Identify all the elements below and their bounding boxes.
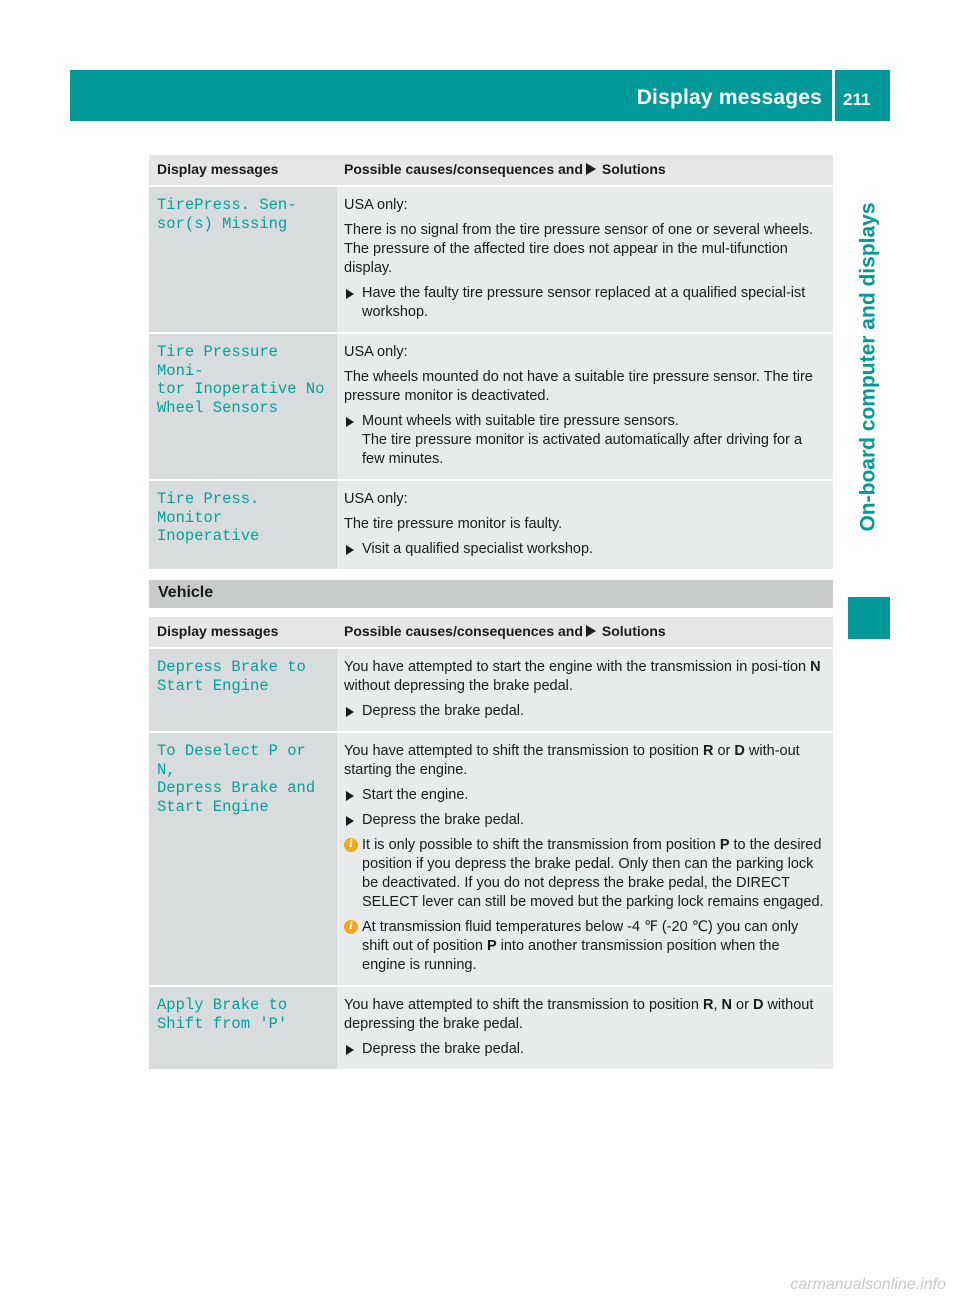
region-note: USA only:: [344, 197, 408, 213]
arrow-icon: [346, 816, 354, 826]
message-code: Tire Pressure Moni‑ tor Inoperative No Wheel Sensors: [149, 333, 337, 480]
column-header-display-messages: Display messages: [149, 155, 337, 186]
table-row: [149, 480, 833, 570]
cause-text: You have attempted to start the engine with the transmission in posi‑tion N without depressing the brake pedal.: [344, 659, 821, 694]
watermark: carmanualsonline.info: [790, 1276, 946, 1293]
table-row: [149, 648, 833, 732]
messages-table-tpms: [149, 155, 833, 571]
message-description: [337, 648, 833, 732]
page-number: 211: [843, 90, 871, 109]
info-note: i It is only possible to shift the transmission from position P to the desired position if you depress the brake pedal. Only then can the parking lock be deactivated. If you do not depress the brake pedal, the DIRECT SELECT lever can still be moved but the parking lock remains engaged.: [344, 836, 825, 912]
message-description: [337, 186, 833, 333]
arrow-icon: [346, 289, 354, 299]
solution-step: Depress the brake pedal.: [344, 702, 825, 721]
arrow-icon: [586, 625, 596, 637]
arrow-icon: [346, 707, 354, 717]
table-header-row: [149, 617, 833, 648]
region-note: USA only:: [344, 344, 408, 360]
message-code: Apply Brake to Shift from 'P': [149, 986, 337, 1070]
section-bar: [149, 580, 833, 608]
side-tab-marker: [848, 597, 890, 639]
column-header-causes-solutions: Possible causes/consequences and Solutions: [337, 155, 833, 186]
table-row: [149, 186, 833, 333]
region-note: USA only:: [344, 491, 408, 507]
info-note: i At transmission fluid temperatures below -4 ℉ (-20 ℃) you can only shift out of position P into another transmission position when the engine is running.: [344, 918, 825, 975]
solution-step: Depress the brake pedal.: [344, 1040, 825, 1059]
cause-text: The tire pressure monitor is faulty.: [344, 516, 563, 532]
message-code: Tire Press. Monitor Inoperative: [149, 480, 337, 570]
column-header-causes-solutions: Possible causes/consequences and Solutions: [337, 617, 833, 648]
header-divider: [832, 70, 835, 121]
solution-step: Mount wheels with suitable tire pressure sensors. The tire pressure monitor is activated automatically after driving for a few minutes.: [344, 412, 825, 469]
message-code: Depress Brake to Start Engine: [149, 648, 337, 732]
arrow-icon: [346, 1045, 354, 1055]
cause-text: You have attempted to shift the transmission to position R or D with‑out starting the engine.: [344, 743, 800, 778]
info-icon: i: [344, 920, 358, 934]
cause-text: The wheels mounted do not have a suitable tire pressure sensor. The tire pressure monitor is deactivated.: [344, 369, 813, 404]
side-tab: [848, 140, 890, 593]
messages-table-vehicle: [149, 617, 833, 1071]
arrow-icon: [586, 163, 596, 175]
message-description: [337, 732, 833, 986]
cause-text: You have attempted to shift the transmission to position R, N or D without depressing the brake pedal.: [344, 997, 814, 1032]
side-tab-label: On-board computer and displays: [857, 201, 880, 532]
column-header-display-messages: Display messages: [149, 617, 337, 648]
arrow-icon: [346, 417, 354, 427]
info-icon: i: [344, 838, 358, 852]
table-row: [149, 732, 833, 986]
solution-step: Start the engine.: [344, 786, 825, 805]
page-title: Display messages: [636, 86, 822, 109]
cause-text: There is no signal from the tire pressure sensor of one or several wheels. The pressure of the affected tire does not appear in the mul‑tifunction display.: [344, 222, 814, 276]
message-description: [337, 333, 833, 480]
message-description: [337, 986, 833, 1070]
solution-step: Depress the brake pedal.: [344, 811, 825, 830]
table-row: [149, 333, 833, 480]
message-code: TirePress. Sen‑ sor(s) Missing: [149, 186, 337, 333]
arrow-icon: [346, 545, 354, 555]
table-header-row: [149, 155, 833, 186]
arrow-icon: [346, 791, 354, 801]
message-description: [337, 480, 833, 570]
solution-step: Have the faulty tire pressure sensor replaced at a qualified special‑ist workshop.: [344, 284, 825, 322]
message-code: To Deselect P or N, Depress Brake and Start Engine: [149, 732, 337, 986]
table-row: [149, 986, 833, 1070]
solution-step: Visit a qualified specialist workshop.: [344, 540, 825, 559]
section-title: Vehicle: [158, 584, 214, 601]
